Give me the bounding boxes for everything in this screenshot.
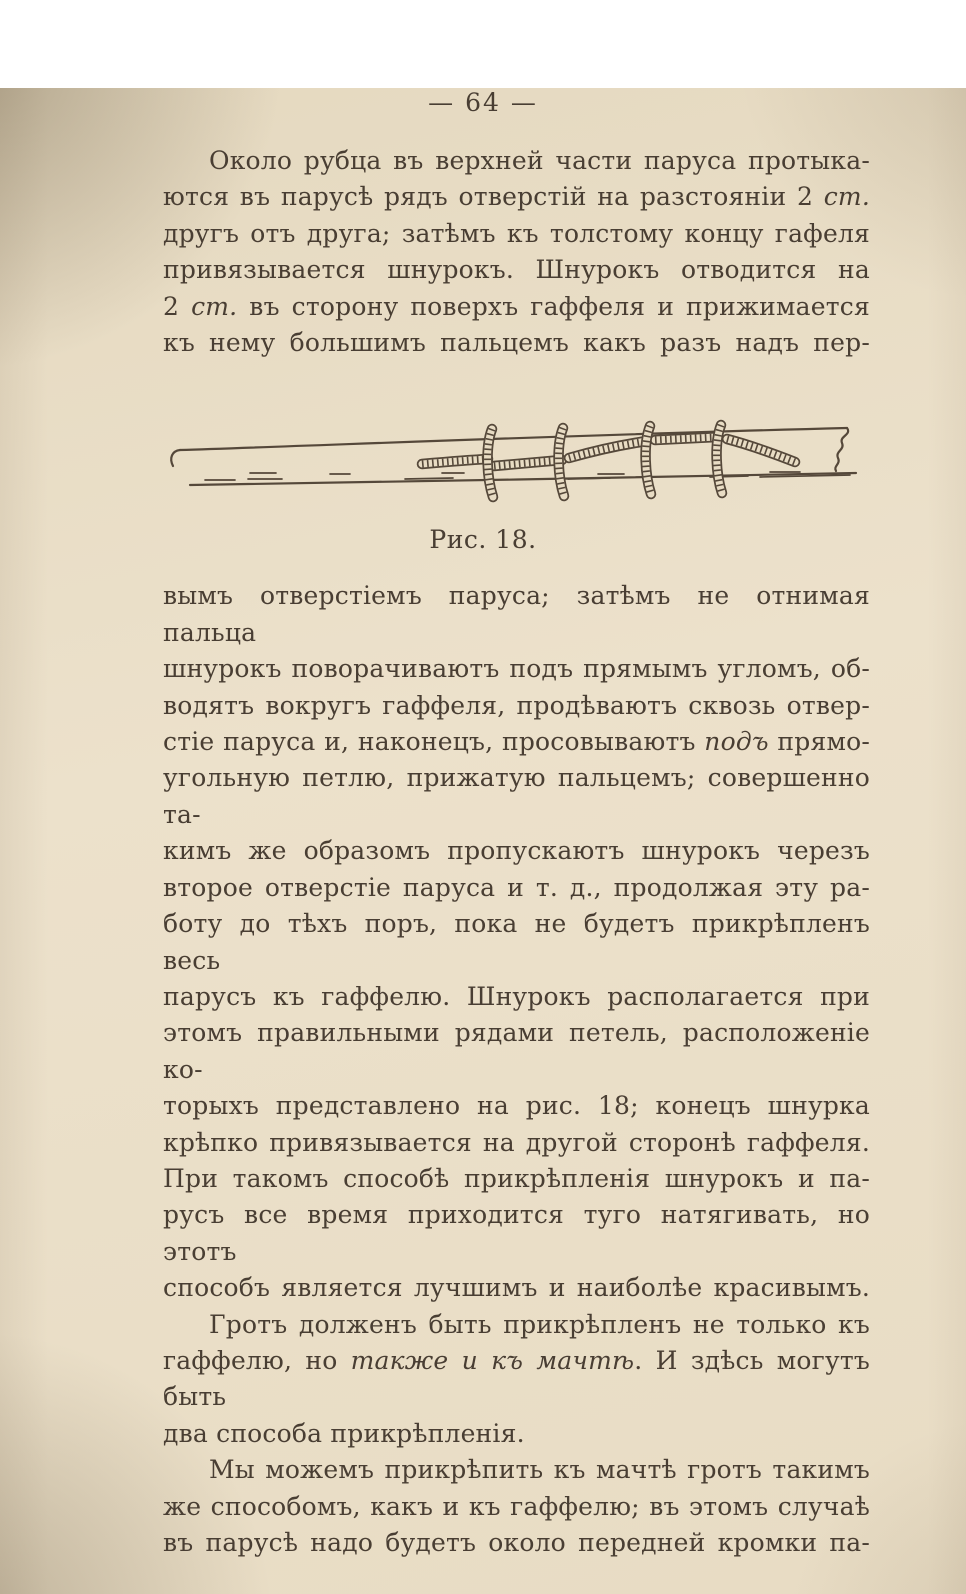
text-line (163, 179, 870, 215)
text-line (163, 1307, 870, 1343)
text-segment: . И здѣсь могутъ быть (163, 1345, 871, 1412)
text-line (163, 143, 870, 179)
text-segment: въ сторону поверхъ гаффеля и прижимается (237, 291, 870, 321)
text-segment: 2 (163, 291, 192, 321)
text-line (163, 1416, 870, 1452)
text-segment: Мы можемъ прикрѣпить къ мачтѣ гротъ такимъ (209, 1455, 870, 1485)
text-segment: другъ отъ друга; затѣмъ къ толстому концу гафеля (163, 218, 870, 248)
text-line (163, 1161, 870, 1197)
text-segment: угольную петлю, прижатую пальцемъ; совершенно та- (163, 763, 870, 829)
text-line (163, 870, 870, 906)
body-text-above-figure (163, 143, 870, 361)
text-segment: ются въ парусѣ рядъ отверстій на разстояніи 2 (163, 182, 824, 212)
text-line (163, 979, 870, 1015)
figure-18-gaff-lacing-illustration (150, 417, 866, 513)
text-segment: При такомъ способѣ прикрѣпленія шнурокъ и па- (163, 1163, 870, 1193)
text-segment: способъ является лучшимъ и наиболѣе красивымъ. (163, 1273, 870, 1303)
text-segment: парусъ къ гаффелю. Шнурокъ располагается при (163, 981, 870, 1011)
text-line (163, 325, 870, 361)
text-segment: вымъ отверстіемъ паруса; затѣмъ не отнимая пальца (163, 581, 870, 647)
book-page (0, 88, 966, 1594)
gaff-lacing-drawing (150, 417, 866, 513)
text-segment: два способа прикрѣпленія. (163, 1418, 525, 1448)
gaff-spar (171, 428, 856, 485)
text-segment: торыхъ представлено на рис. 18; конецъ шнурка (163, 1091, 870, 1121)
text-segment: Около рубца въ верхней части паруса протыка- (209, 146, 870, 175)
text-line (163, 216, 870, 252)
text-line (163, 724, 870, 760)
text-line (163, 906, 870, 979)
text-line (163, 1088, 870, 1124)
text-segment: же способомъ, какъ и къ гаффелю; въ этомъ случаѣ (163, 1491, 870, 1521)
text-segment: этомъ правильными рядами петель, расположеніе ко- (163, 1018, 870, 1084)
text-segment: кимъ же образомъ пропускаютъ шнурокъ черезъ (163, 836, 870, 866)
page-number: — 64 — (428, 88, 538, 117)
text-line (163, 1343, 870, 1416)
text-line (163, 1125, 870, 1161)
text-segment: прямо- (768, 727, 870, 757)
text-line (163, 252, 870, 288)
text-line (163, 578, 870, 651)
text-segment: къ нему большимъ пальцемъ какъ разъ надъ пер- (163, 328, 870, 358)
text-segment: боту до тѣхъ поръ, пока не будетъ прикрѣпленъ весь (163, 909, 870, 975)
italic-text-segment: ст. (191, 291, 238, 321)
text-line (163, 289, 870, 325)
lacing-cord-segment (727, 439, 795, 462)
text-line (163, 1489, 870, 1525)
text-line (163, 760, 870, 833)
text-segment: въ парусѣ надо будетъ около передней кромки па- (163, 1528, 870, 1557)
body-text-below-figure (163, 578, 870, 1561)
text-segment: шнурокъ поворачиваютъ подъ прямымъ угломъ, об- (163, 654, 870, 684)
text-line (163, 833, 870, 869)
italic-text-segment: также и къ мачтѣ (350, 1345, 635, 1375)
text-segment: русъ все время приходится туго натягивать, но этотъ (163, 1200, 870, 1266)
text-line (163, 1270, 870, 1306)
spar-break-squiggle (835, 428, 848, 471)
italic-text-segment: ст. (823, 182, 870, 212)
italic-text-segment: подъ (704, 727, 769, 757)
text-segment: привязывается шнурокъ. Шнурокъ отводится на (163, 255, 870, 285)
text-line (163, 651, 870, 687)
text-segment: второе отверстіе паруса и т. д., продолжая эту ра- (163, 872, 870, 902)
text-segment: стіе паруса и, наконецъ, просовываютъ (163, 727, 705, 757)
text-segment: Гротъ долженъ быть прикрѣпленъ не только къ (209, 1309, 870, 1339)
text-segment: водятъ вокругъ гаффеля, продѣваютъ сквозь отвер- (163, 690, 870, 720)
text-line (163, 1452, 870, 1488)
text-segment: гаффелю, но (163, 1345, 351, 1375)
text-line (163, 1525, 870, 1561)
text-line (163, 1015, 870, 1088)
text-line (163, 1197, 870, 1270)
text-segment: крѣпко привязывается на другой сторонѣ гаффеля. (163, 1127, 870, 1157)
text-line (163, 688, 870, 724)
figure-caption: Рис. 18. (429, 525, 537, 555)
